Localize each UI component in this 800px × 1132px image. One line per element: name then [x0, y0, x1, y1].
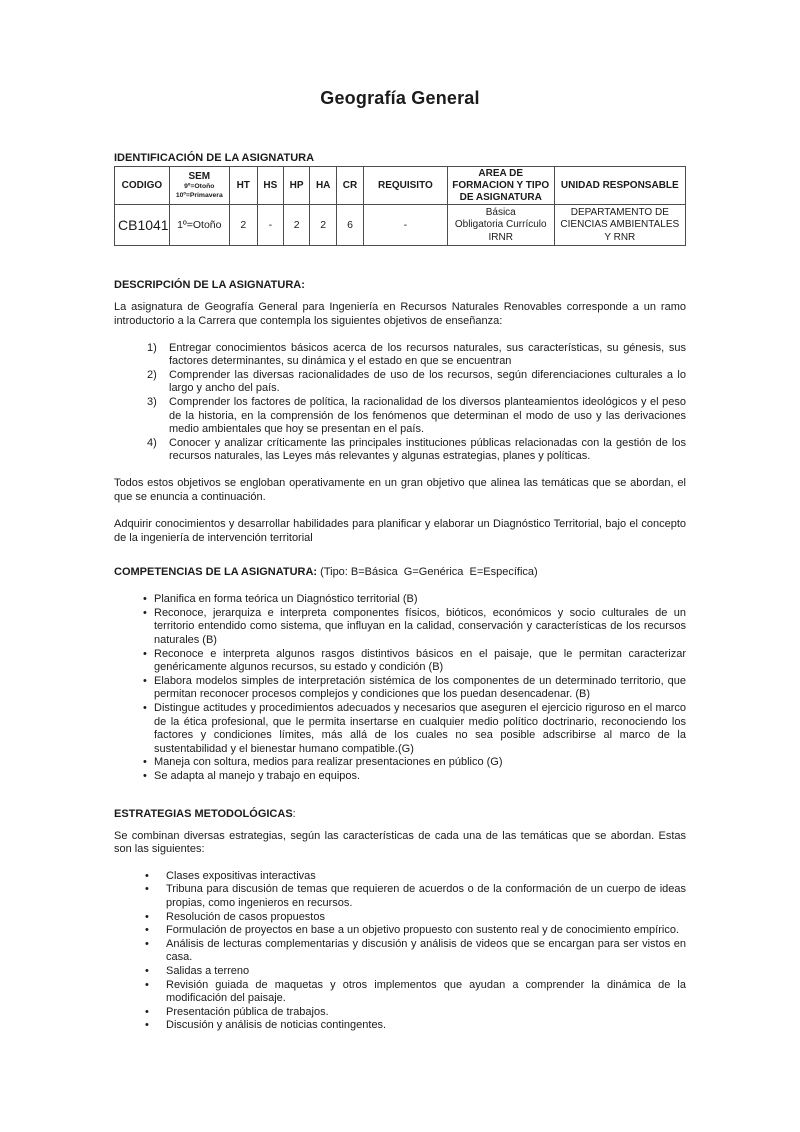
bullet-icon: [145, 1006, 166, 1020]
bullet-icon: [143, 770, 154, 784]
estrategia-text: Presentación pública de trabajos.: [166, 1005, 329, 1018]
list-item: [114, 396, 686, 437]
page-title: Geografía General: [320, 88, 480, 108]
estrategias-heading-label: ESTRATEGIAS METODOLÓGICAS: [114, 807, 293, 820]
objective-number: 2): [147, 368, 157, 381]
list-item: [114, 756, 686, 770]
objective-number: 3): [147, 395, 157, 408]
bullet-icon: [143, 607, 154, 648]
cell-hs: -: [257, 205, 283, 246]
identification-heading: IDENTIFICACIÓN DE LA ASIGNATURA: [114, 152, 315, 164]
list-item: [114, 938, 686, 965]
cell-codigo: CB1041: [115, 205, 170, 246]
list-item: [114, 607, 686, 648]
list-item: [114, 965, 686, 979]
header-codigo: CODIGO: [115, 167, 170, 205]
list-item: [114, 924, 686, 938]
list-item: [114, 911, 686, 925]
header-hs: HS: [257, 167, 283, 205]
bullet-icon: [145, 965, 166, 979]
estrategia-text: Salidas a terreno: [166, 964, 250, 977]
estrategia-text: Clases expositivas interactivas: [166, 869, 316, 882]
table-header-row: [115, 167, 686, 205]
objective-text: Conocer y analizar críticamente las principales instituciones públicas relacionadas con la gestión de los recursos naturales, las Leyes más relevantes y algunas estrategias, planes y políticas.: [169, 436, 686, 463]
competencias-list: [114, 593, 686, 783]
objective-number: 4): [147, 436, 157, 449]
header-sem-label: SEM: [188, 171, 211, 183]
header-area-line-3: DE ASIGNATURA: [459, 191, 542, 203]
list-item: [114, 369, 686, 396]
list-item: [114, 870, 686, 884]
cell-area: [447, 205, 554, 246]
header-sem-note-1: 9º=Otoño: [184, 183, 215, 191]
header-area: [447, 167, 554, 205]
list-item: [114, 1019, 686, 1033]
list-item: [114, 770, 686, 784]
cell-unidad-line-3: Y RNR: [604, 231, 636, 243]
list-item: [114, 1006, 686, 1020]
competencias-heading-note: (Tipo: B=Básica G=Genérica E=Específica): [317, 566, 538, 579]
cell-unidad: [554, 205, 685, 246]
cell-ht: 2: [229, 205, 257, 246]
header-sem-note-2: 10º=Primavera: [175, 191, 223, 199]
estrategia-text: Discusión y análisis de noticias contingentes.: [166, 1019, 387, 1032]
objective-text: Comprender las diversas racionalidades de uso de los recursos, según diferenciaciones culturales a lo largo y ancho del país.: [169, 368, 686, 395]
estrategias-heading: [114, 808, 686, 820]
bullet-icon: [143, 702, 154, 756]
cell-area-line-2: Obligatoria Currículo: [454, 219, 547, 231]
cell-unidad-line-1: DEPARTAMENTO DE: [570, 206, 669, 218]
description-paragraph-3: Adquirir conocimientos y desarrollar habilidades para planificar y elaborar un Diagnóstico Territorial, bajo el concepto de la ingeniería de intervención territorial: [114, 518, 686, 544]
header-unidad: UNIDAD RESPONSABLE: [554, 167, 685, 205]
estrategia-text: Formulación de proyectos en base a un objetivo propuesto con sustento real y de conocimiento empírico.: [166, 924, 680, 937]
description-intro: La asignatura de Geografía General para Ingeniería en Recursos Naturales Renovables corresponde a un ramo introductorio a la Carrera que contempla los siguientes objetivos de enseñanza:: [114, 301, 686, 327]
table-row: [115, 205, 686, 246]
cell-area-line-3: IRNR: [488, 231, 513, 243]
objective-text: Entregar conocimientos básicos acerca de los recursos naturales, sus características, su génesis, sus factores determinantes, su dinámica y el estado en que se encuentran: [169, 341, 686, 368]
competencia-text: Elabora modelos simples de interpretación sistémica de los componentes de un determinado territorio, que permitan reconocer procesos complejos y condiciones que los puedan desencadenar. (B): [154, 674, 686, 701]
list-item: [114, 648, 686, 675]
competencia-text: Maneja con soltura, medios para realizar presentaciones en público (G): [154, 756, 503, 769]
description-paragraph-2: Todos estos objetivos se engloban operativamente en un gran objetivo que alinea las temáticas que se abordan, el que se enuncia a continuación.: [114, 476, 686, 503]
list-item: [114, 702, 686, 756]
header-sem: [169, 167, 229, 205]
estrategia-text: Tribuna para discusión de temas que requieren de acuerdos o de la conformación de un cuerpo de ideas propias, como ingenieros en recursos.: [166, 883, 686, 909]
header-area-line-1: AREA DE: [478, 168, 524, 179]
list-item: [114, 342, 686, 369]
list-item: [114, 437, 686, 464]
cell-sem: 1º=Otoño: [169, 205, 229, 246]
bullet-icon: [145, 938, 166, 965]
competencia-text: Distingue actitudes y procedimientos adecuados y necesarios que aseguren el ejercicio riguroso en el marco de la ética profesional, que le permita insertarse en cualquier medio político doctrinario, reconociendo los factores y condiciones límites, más allá de los cuales no sea posible adscribirse al marco de la sustentabilidad y el bienestar humano compatible.(G): [154, 702, 686, 755]
cell-requisito: -: [363, 205, 447, 246]
list-item: [114, 883, 686, 910]
estrategia-text: Resolución de casos propuestos: [166, 910, 325, 923]
estrategia-text: Análisis de lecturas complementarias y discusión y análisis de videos que se encargan para ser vistos en casa.: [166, 937, 686, 964]
list-item: [114, 979, 686, 1006]
competencias-heading: [114, 566, 686, 578]
header-hp: HP: [284, 167, 310, 205]
cell-unidad-line-2: CIENCIAS AMBIENTALES: [560, 219, 680, 231]
list-item: [114, 593, 686, 607]
bullet-icon: [145, 1019, 166, 1033]
objective-text: Comprender los factores de política, la racionalidad de los diversos planteamientos ideológicos y el peso de la historia, en la comprensión de los fenómenos que determinan el modo de uso y las derivaciones medio ambientales que hoy se presentan en el país.: [169, 395, 686, 436]
competencia-text: Planifica en forma teórica un Diagnóstico territorial (B): [154, 593, 418, 606]
bullet-icon: [143, 593, 154, 607]
bullet-icon: [145, 911, 166, 925]
objective-number: 1): [147, 341, 157, 354]
list-item: [114, 675, 686, 702]
header-cr: CR: [337, 167, 364, 205]
competencias-heading-label: COMPETENCIAS DE LA ASIGNATURA:: [114, 566, 318, 579]
competencia-text: Se adapta al manejo y trabajo en equipos.: [154, 770, 361, 783]
description-heading: DESCRIPCIÓN DE LA ASIGNATURA:: [114, 279, 305, 292]
bullet-icon: [145, 979, 166, 1006]
estrategias-intro: Se combinan diversas estrategias, según las características de cada una de las temáticas que se abordan. Estas son las siguientes:: [114, 829, 686, 856]
bullet-icon: [143, 756, 154, 770]
bullet-icon: [145, 870, 166, 884]
bullet-icon: [145, 924, 166, 938]
header-requisito: REQUISITO: [363, 167, 447, 205]
cell-area-line-1: Básica: [485, 206, 516, 218]
competencia-text: Reconoce, jerarquiza e interpreta componentes físicos, bióticos, económicos y socio culturales de un territorio entendido como sistema, que influyan en la calidad, conservación y características de los recursos naturales (B): [154, 606, 686, 647]
header-area-line-2: FORMACION Y TIPO: [452, 179, 550, 191]
cell-cr: 6: [337, 205, 364, 246]
competencia-text: Reconoce e interpreta algunos rasgos distintivos básicos en el paisaje, que le permitan caracterizar genéricamente algunos recursos, su estado y condición (B): [154, 647, 686, 674]
document-content: [114, 0, 686, 1033]
cell-ha: 2: [310, 205, 337, 246]
objectives-list: [114, 342, 686, 464]
estrategias-list: [114, 870, 686, 1033]
bullet-icon: [143, 675, 154, 702]
cell-hp: 2: [284, 205, 310, 246]
identification-table: [114, 166, 686, 246]
bullet-icon: [143, 648, 154, 675]
estrategias-heading-colon: :: [292, 807, 296, 820]
bullet-icon: [145, 883, 166, 910]
header-ht: HT: [229, 167, 257, 205]
header-ha: HA: [310, 167, 337, 205]
estrategia-text: Revisión guiada de maquetas y otros implementos que ayudan a comprender la dinámica de la modificación del paisaje.: [166, 978, 686, 1005]
